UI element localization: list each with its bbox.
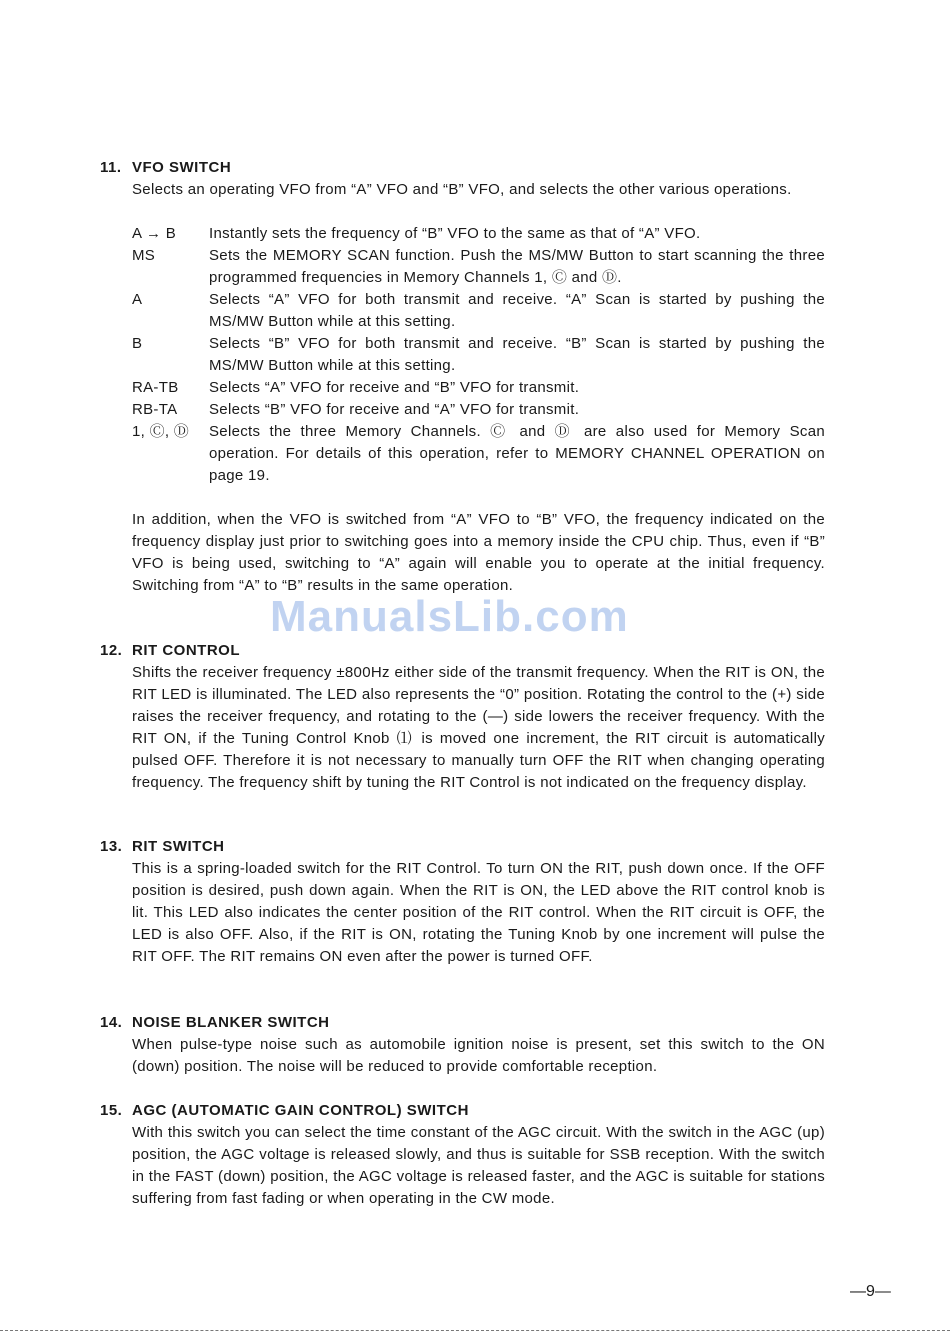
watermark: ManualsLib.com <box>270 592 629 641</box>
section-body: With this switch you can select the time constant of the AGC circuit. With the switch in the AGC (up) position, the AGC voltage is released slowly, and thus is suitable for SSB reception. With the switch in the FAST (down) position, the AGC voltage is released faster, and the AGC is suitable for stations suffering from fast fading or when operating in the CW mode. <box>132 1124 825 1207</box>
section-title: AGC (AUTOMATIC GAIN CONTROL) SWITCH <box>132 1102 469 1119</box>
section-heading <box>100 157 825 179</box>
mode-description: Selects “B” VFO for receive and “A” VFO for transmit. <box>209 401 580 418</box>
vfo-mode-item <box>132 333 825 377</box>
section-number: 12. <box>100 642 123 659</box>
mode-description: Selects the three Memory Channels. Ⓒ and Ⓓ are also used for Memory Scan operation. For details of this operation, refer to MEMORY CHANNEL OPERATION on page 19. <box>209 423 825 484</box>
section-heading <box>100 640 825 662</box>
section-title: VFO SWITCH <box>132 159 232 176</box>
section-heading <box>100 1012 825 1034</box>
section-number: 14. <box>100 1014 123 1031</box>
section-number: 13. <box>100 838 123 855</box>
mode-description: Selects “B” VFO for both transmit and receive. “B” Scan is started by pushing the MS/MW Button while at this setting. <box>209 335 825 374</box>
vfo-mode-list <box>132 223 825 487</box>
vfo-mode-item <box>132 399 825 421</box>
mode-key: RA-TB <box>132 379 179 396</box>
vfo-mode-item <box>132 223 825 245</box>
section-number: 11. <box>100 159 122 176</box>
mode-description: Sets the MEMORY SCAN function. Push the MS/MW Button to start scanning the three programmed frequencies in Memory Channels 1, Ⓒ and Ⓓ. <box>209 247 825 286</box>
section-title: RIT SWITCH <box>132 838 225 855</box>
mode-key: 1, Ⓒ, Ⓓ <box>132 423 190 440</box>
section-rit-control <box>100 640 825 794</box>
section-rit-switch <box>100 836 825 968</box>
section-vfo-switch <box>100 157 825 597</box>
mode-key: A <box>132 291 143 308</box>
mode-key: A → B <box>132 225 177 242</box>
bottom-rule <box>0 1330 950 1331</box>
mode-key: B <box>132 335 143 352</box>
mode-key: RB-TA <box>132 401 178 418</box>
section-agc-switch <box>100 1100 825 1210</box>
vfo-mode-item <box>132 245 825 289</box>
page-number: —9— <box>850 1283 891 1300</box>
section-additional-note: In addition, when the VFO is switched from “A” VFO to “B” VFO, the frequency indicated on the frequency display just prior to switching goes into a memory inside the CPU chip. Thus, even if “B” VFO is being used, switching to “A” again will enable you to operate at the initial frequency. Switching from “A” to “B” results in the same operation. <box>132 511 825 594</box>
vfo-mode-item <box>132 377 825 399</box>
section-noise-blanker-switch <box>100 1012 825 1078</box>
mode-description: Selects “A” VFO for receive and “B” VFO for transmit. <box>209 379 580 396</box>
section-title: NOISE BLANKER SWITCH <box>132 1014 330 1031</box>
section-heading <box>100 836 825 858</box>
section-body: When pulse-type noise such as automobile ignition noise is present, set this switch to the ON (down) position. The noise will be reduced to provide comfortable reception. <box>132 1036 825 1075</box>
section-body: Shifts the receiver frequency ±800Hz either side of the transmit frequency. When the RIT is ON, the RIT LED is illuminated. The LED also represents the “0” position. Rotating the control to the (+) side raises the receiver frequency, and rotating to the (—) side lowers the receiver frequency. With the RIT ON, if the Tuning Control Knob ⑴ is moved one increment, the RIT circuit is automatically pulsed OFF. Therefore it is not necessary to manually turn OFF the RIT when changing operating frequency. The frequency shift by tuning the RIT Control is not indicated on the frequency display. <box>132 664 825 791</box>
mode-key: MS <box>132 247 156 264</box>
section-intro: Selects an operating VFO from “A” VFO and “B” VFO, and selects the other various operations. <box>132 181 792 198</box>
mode-description: Selects “A” VFO for both transmit and receive. “A” Scan is started by pushing the MS/MW Button while at this setting. <box>209 291 825 330</box>
section-title: RIT CONTROL <box>132 642 240 659</box>
section-heading <box>100 1100 825 1122</box>
vfo-mode-item <box>132 289 825 333</box>
vfo-mode-item <box>132 421 825 487</box>
section-number: 15. <box>100 1102 123 1119</box>
section-body: This is a spring-loaded switch for the RIT Control. To turn ON the RIT, push down once. If the OFF position is desired, push down again. When the RIT is ON, the LED above the RIT control knob is lit. This LED also indicates the center position of the RIT control. When the RIT circuit is OFF, the LED is also OFF. Also, if the RIT is ON, rotating the Tuning Knob by one increment will pulse the RIT OFF. The RIT remains ON even after the power is turned OFF. <box>132 860 825 965</box>
mode-description: Instantly sets the frequency of “B” VFO to the same as that of “A” VFO. <box>209 225 701 242</box>
